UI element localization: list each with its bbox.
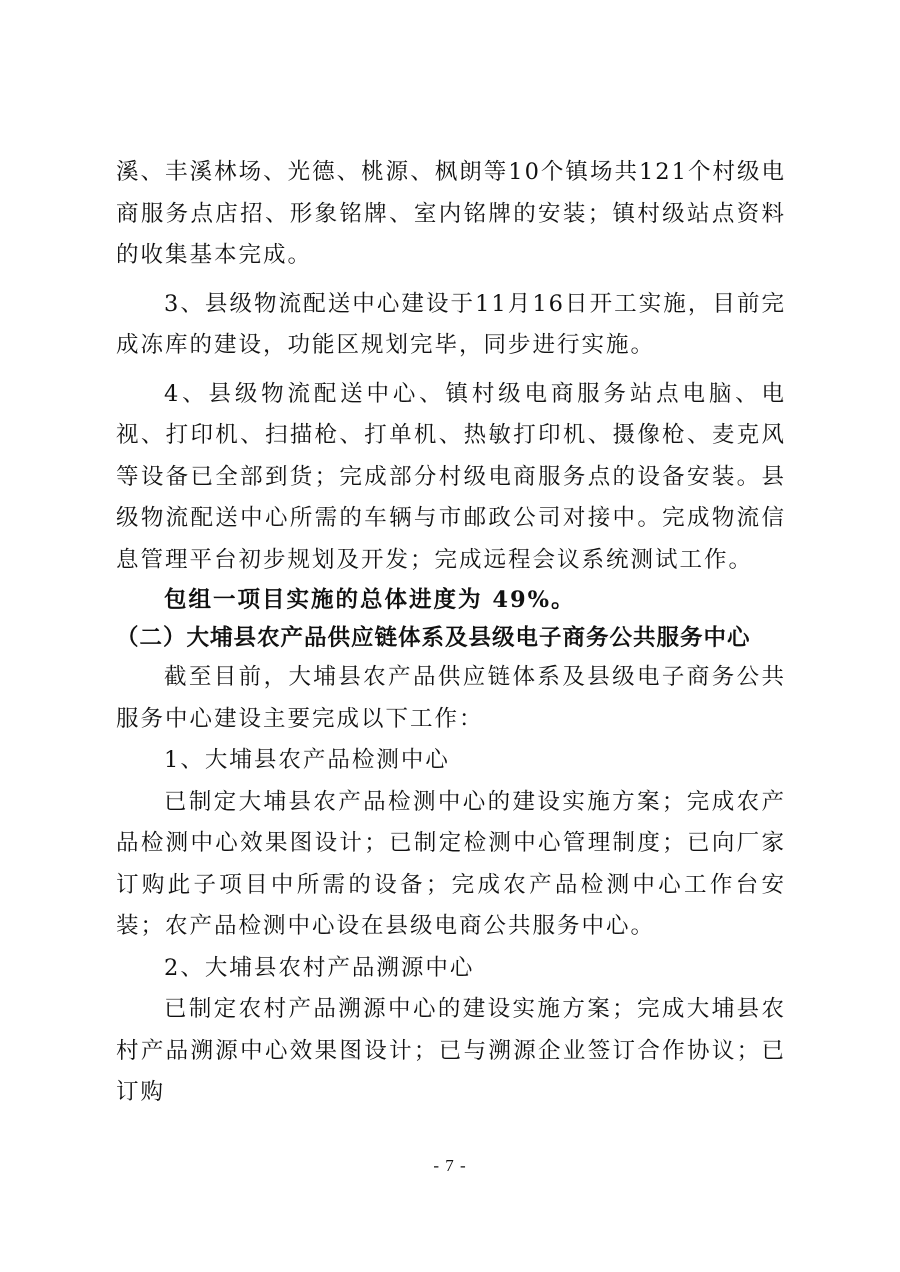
progress-summary: 包组一项目实施的总体进度为 49%。 — [164, 587, 576, 613]
document-body — [116, 152, 786, 1114]
paragraph-equipment-delivery: 4、县级物流配送中心、镇村级电商服务站点电脑、电视、打印机、扫描枪、打单机、热敏打印机、摄像枪、麦克风等设备已全部到货；完成部分村级电商服务点的设备安装。县级物流配送中心所需的车辆与市邮政公司对接中。完成物流信息管理平台初步规划及开发；完成远程会议系统测试工作。 — [116, 380, 786, 573]
section-heading: （二）大埔县农产品供应链体系及县级电子商务公共服务中心 — [116, 625, 751, 651]
paragraph-town-service-points: 溪、丰溪林场、光德、桃源、枫朗等10个镇场共121个村级电商服务点店招、形象铭牌、室内铭牌的安装；镇村级站点资料的收集基本完成。 — [116, 159, 786, 268]
paragraph-traceability-center: 已制定农村产品溯源中心的建设实施方案；完成大埔县农村产品溯源中心效果图设计；已与溯源企业签订合作协议；已订购 — [116, 996, 786, 1105]
subheading-traceability-center: 2、大埔县农村产品溯源中心 — [164, 954, 475, 981]
paragraph-section-intro: 截至目前，大埔县农产品供应链体系及县级电子商务公共服务中心建设主要完成以下工作： — [116, 664, 786, 732]
paragraph-testing-center: 已制定大埔县农产品检测中心的建设实施方案；完成农产品检测中心效果图设计；已制定检测中心管理制度；已向厂家订购此子项目中所需的设备；完成农产品检测中心工作台安装；农产品检测中心设在县级电商公共服务中心。 — [116, 788, 786, 939]
subheading-testing-center: 1、大埔县农产品检测中心 — [164, 747, 450, 773]
paragraph-logistics-center-construction: 3、县级物流配送中心建设于11月16日开工实施，目前完成冻库的建设，功能区规划完毕，同步进行实施。 — [116, 290, 786, 358]
page-number: - 7 - — [433, 1156, 467, 1175]
